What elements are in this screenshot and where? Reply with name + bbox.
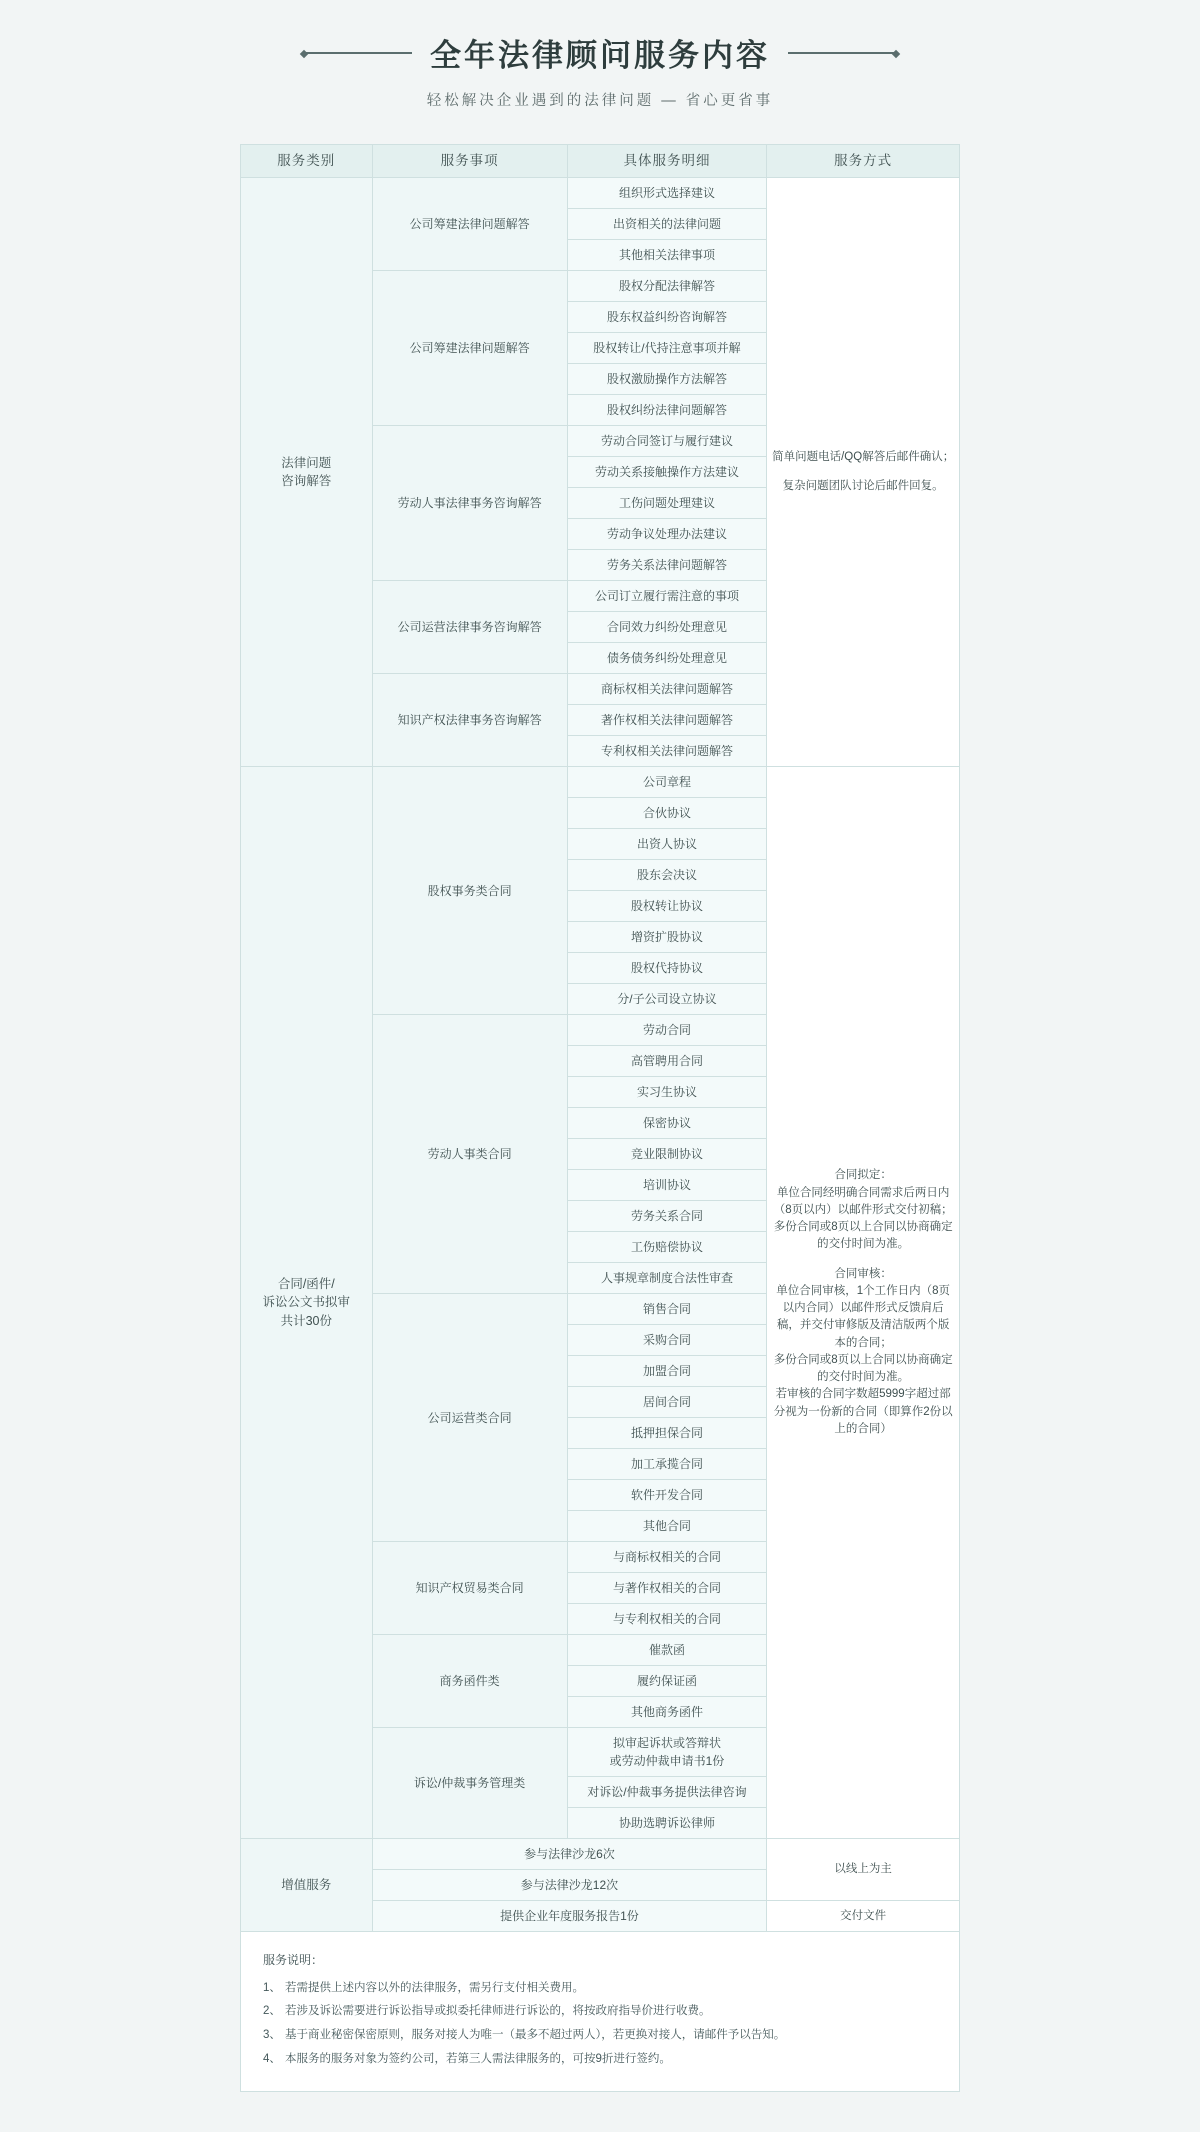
table-row <box>241 767 960 798</box>
service-detail-cell: 软件开发合同 <box>567 1480 767 1511</box>
note-number: 2、 <box>263 2005 281 2018</box>
service-item-cell: 公司运营类合同 <box>372 1294 567 1542</box>
service-table-wrap <box>240 144 960 1932</box>
service-detail-cell: 拟审起诉状或答辩状 或劳动仲裁申请书1份 <box>567 1728 767 1777</box>
note-item <box>263 2048 937 2072</box>
notes-list <box>263 1977 937 2071</box>
note-text: 若需提供上述内容以外的法律服务，需另行支付相关费用。 <box>285 1981 584 1994</box>
value-added-method-cell: 以线上为主 <box>767 1839 960 1901</box>
service-detail-cell: 催款函 <box>567 1635 767 1666</box>
service-detail-cell: 保密协议 <box>567 1108 767 1139</box>
notes-block <box>240 1932 960 2092</box>
title-row <box>0 30 1200 75</box>
service-detail-cell: 分/子公司设立协议 <box>567 984 767 1015</box>
column-header-method: 服务方式 <box>767 145 960 178</box>
service-detail-cell: 股权转让协议 <box>567 891 767 922</box>
service-detail-cell: 商标权相关法律问题解答 <box>567 674 767 705</box>
service-method-cell: 合同拟定： 单位合同经明确合同需求后两日内（8页以内）以邮件形式交付初稿；多份合同或8页以上合同以协商确定的交付时间为准。 合同审核： 单位合同审核，1个工作日内（8页以内合同）以邮件形式反馈肩后稿，并交付审修版及清洁版两个版本的合同； 多份合同或8页以上合同以协商确定的交付时间为准。 若审核的合同字数超5999字超过部分视为一份新的合同（即算作2份以上的合同） <box>767 767 960 1839</box>
service-item-cell: 知识产权法律事务咨询解答 <box>372 674 567 767</box>
service-table <box>240 144 960 1932</box>
note-number: 1、 <box>263 1981 281 1994</box>
service-detail-cell: 协助选聘诉讼律师 <box>567 1808 767 1839</box>
value-added-method-cell: 交付文件 <box>767 1901 960 1932</box>
notes-title: 服务说明： <box>263 1953 324 1968</box>
service-detail-cell: 工伤问题处理建议 <box>567 488 767 519</box>
note-text: 本服务的服务对象为签约公司，若第三人需法律服务的，可按9折进行签约。 <box>285 2052 671 2065</box>
table-row <box>241 1839 960 1870</box>
service-detail-cell: 工伤赔偿协议 <box>567 1232 767 1263</box>
page-title: 全年法律顾问服务内容 <box>430 38 770 73</box>
service-detail-cell: 债务债务纠纷处理意见 <box>567 643 767 674</box>
service-detail-cell: 与专利权相关的合同 <box>567 1604 767 1635</box>
column-header-item: 服务事项 <box>372 145 567 178</box>
service-item-cell: 公司运营法律事务咨询解答 <box>372 581 567 674</box>
service-detail-cell: 股权代持协议 <box>567 953 767 984</box>
service-detail-cell: 股权分配法律解答 <box>567 271 767 302</box>
service-detail-cell: 专利权相关法律问题解答 <box>567 736 767 767</box>
page-subtitle: 轻松解决企业遇到的法律问题 — 省心更省事 <box>426 93 774 109</box>
service-detail-cell: 竞业限制协议 <box>567 1139 767 1170</box>
service-detail-cell: 销售合同 <box>567 1294 767 1325</box>
service-detail-cell: 人事规章制度合法性审查 <box>567 1263 767 1294</box>
service-detail-cell: 劳动合同签订与履行建议 <box>567 426 767 457</box>
service-item-cell: 诉讼/仲裁事务管理类 <box>372 1728 567 1839</box>
service-detail-cell: 其他商务函件 <box>567 1697 767 1728</box>
value-added-item-cell: 提供企业年度服务报告1份 <box>372 1901 767 1932</box>
service-detail-cell: 其他相关法律事项 <box>567 240 767 271</box>
service-detail-cell: 居间合同 <box>567 1387 767 1418</box>
service-detail-cell: 著作权相关法律问题解答 <box>567 705 767 736</box>
service-item-cell: 劳动人事法律事务咨询解答 <box>372 426 567 581</box>
column-header-category: 服务类别 <box>241 145 373 178</box>
service-detail-cell: 加工承揽合同 <box>567 1449 767 1480</box>
service-detail-cell: 股东会决议 <box>567 860 767 891</box>
service-detail-cell: 合同效力纠纷处理意见 <box>567 612 767 643</box>
note-item <box>263 2000 937 2024</box>
service-detail-cell: 其他合同 <box>567 1511 767 1542</box>
title-rule-right <box>788 52 898 54</box>
service-detail-cell: 与商标权相关的合同 <box>567 1542 767 1573</box>
service-detail-cell: 公司章程 <box>567 767 767 798</box>
note-item <box>263 1977 937 2001</box>
table-header-row <box>241 145 960 178</box>
service-item-cell: 公司筹建法律问题解答 <box>372 178 567 271</box>
service-detail-cell: 劳动关系接触操作方法建议 <box>567 457 767 488</box>
table-body <box>241 178 960 1932</box>
service-detail-cell: 抵押担保合同 <box>567 1418 767 1449</box>
service-detail-cell: 劳动合同 <box>567 1015 767 1046</box>
service-detail-cell: 公司订立履行需注意的事项 <box>567 581 767 612</box>
note-text: 基于商业秘密保密原则，服务对接人为唯一（最多不超过两人），若更换对接人，请邮件予以告知。 <box>285 2028 786 2041</box>
service-detail-cell: 股权转让/代持注意事项并解 <box>567 333 767 364</box>
service-detail-cell: 组织形式选择建议 <box>567 178 767 209</box>
note-text: 若涉及诉讼需要进行诉讼指导或拟委托律师进行诉讼的，将按政府指导价进行收费。 <box>285 2005 711 2018</box>
service-detail-cell: 与著作权相关的合同 <box>567 1573 767 1604</box>
value-added-item-cell: 参与法律沙龙6次 <box>372 1839 767 1870</box>
service-detail-cell: 培训协议 <box>567 1170 767 1201</box>
service-detail-cell: 出资人协议 <box>567 829 767 860</box>
title-rule-left <box>302 52 412 54</box>
table-row <box>241 178 960 209</box>
service-category-cell: 法律问题 咨询解答 <box>241 178 373 767</box>
service-detail-cell: 高管聘用合同 <box>567 1046 767 1077</box>
service-detail-cell: 增资扩股协议 <box>567 922 767 953</box>
service-detail-cell: 对诉讼/仲裁事务提供法律咨询 <box>567 1777 767 1808</box>
service-item-cell: 知识产权贸易类合同 <box>372 1542 567 1635</box>
service-detail-cell: 股东权益纠纷咨询解答 <box>567 302 767 333</box>
service-detail-cell: 出资相关的法律问题 <box>567 209 767 240</box>
service-item-cell: 商务函件类 <box>372 1635 567 1728</box>
service-category-cell: 合同/函件/ 诉讼公文书拟审 共计30份 <box>241 767 373 1839</box>
service-detail-cell: 股权纠纷法律问题解答 <box>567 395 767 426</box>
service-detail-cell: 劳务关系法律问题解答 <box>567 550 767 581</box>
service-detail-cell: 劳务关系合同 <box>567 1201 767 1232</box>
page-header <box>0 30 1200 110</box>
service-detail-cell: 履约保证函 <box>567 1666 767 1697</box>
service-item-cell: 劳动人事类合同 <box>372 1015 567 1294</box>
note-number: 3、 <box>263 2028 281 2041</box>
service-item-cell: 公司筹建法律问题解答 <box>372 271 567 426</box>
note-item <box>263 2024 937 2048</box>
value-added-item-cell: 参与法律沙龙12次 <box>372 1870 767 1901</box>
value-added-category-cell: 增值服务 <box>241 1839 373 1932</box>
service-detail-cell: 股权激励操作方法解答 <box>567 364 767 395</box>
note-number: 4、 <box>263 2052 281 2065</box>
service-detail-cell: 实习生协议 <box>567 1077 767 1108</box>
column-header-detail: 具体服务明细 <box>567 145 767 178</box>
service-method-cell: 简单问题电话/QQ解答后邮件确认； 复杂问题团队讨论后邮件回复。 <box>767 178 960 767</box>
service-detail-cell: 劳动争议处理办法建议 <box>567 519 767 550</box>
service-detail-cell: 合伙协议 <box>567 798 767 829</box>
service-item-cell: 股权事务类合同 <box>372 767 567 1015</box>
service-detail-cell: 采购合同 <box>567 1325 767 1356</box>
service-detail-cell: 加盟合同 <box>567 1356 767 1387</box>
